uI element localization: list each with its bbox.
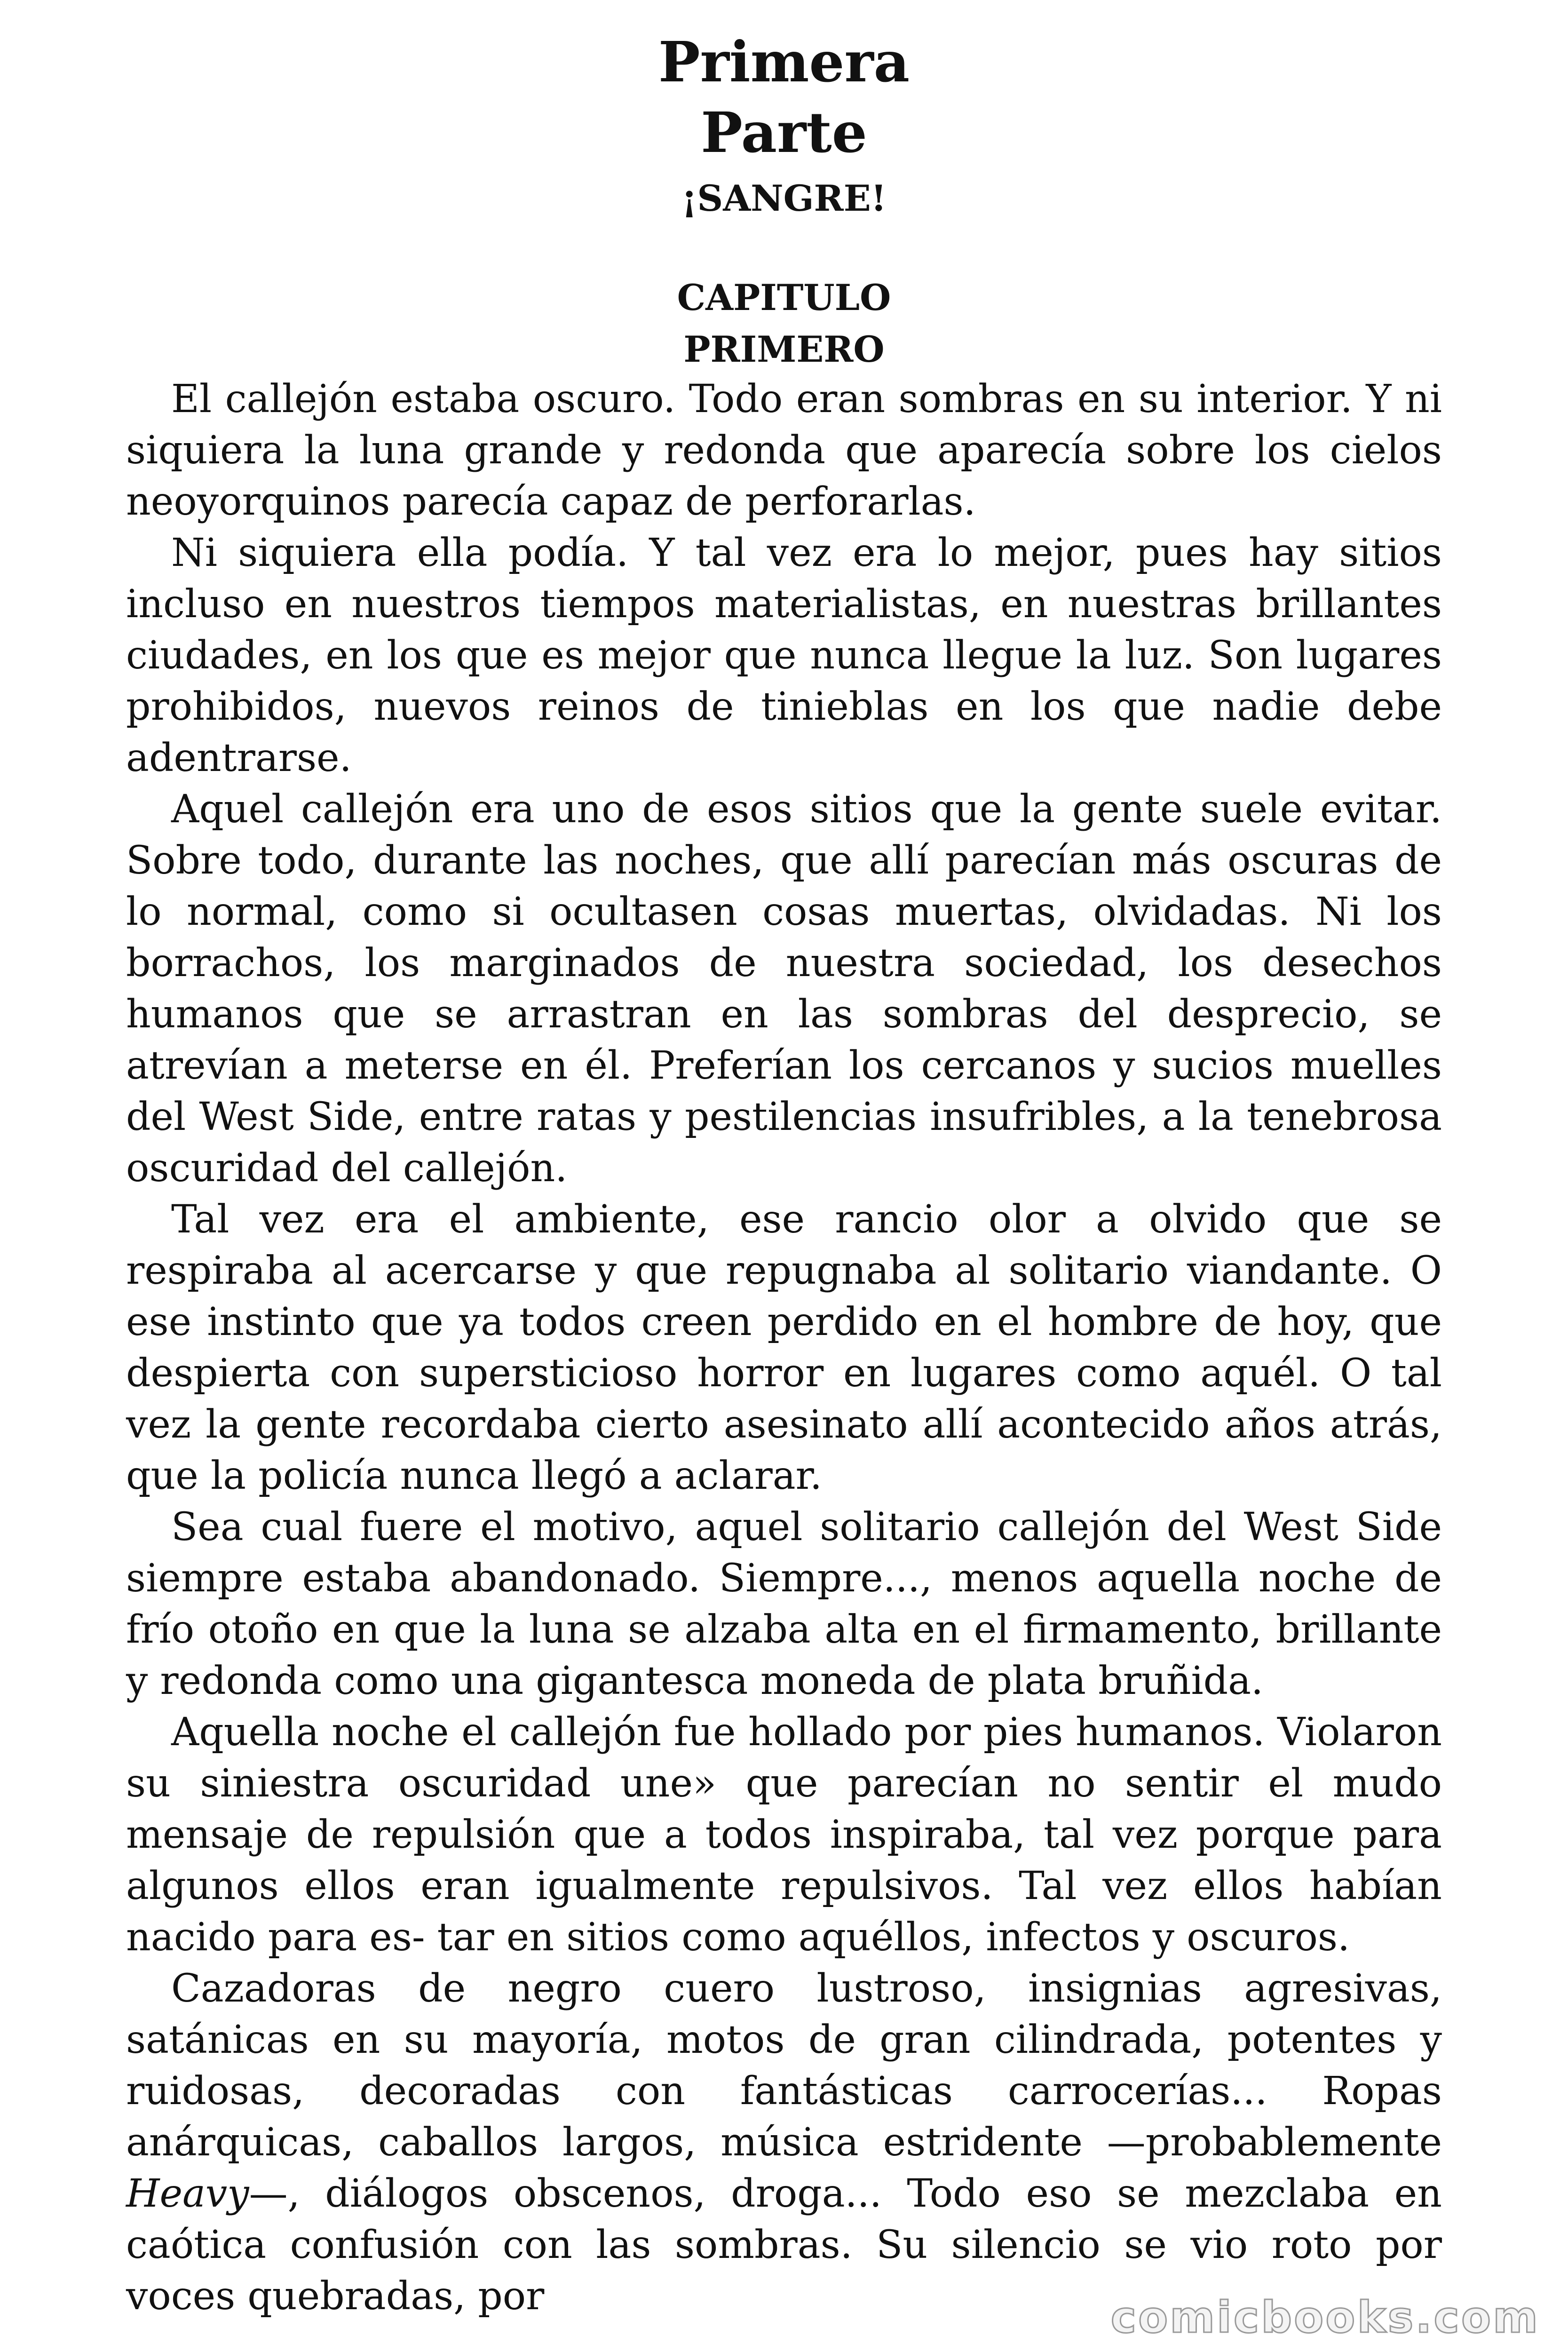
paragraph-3: Aquel callejón era uno de esos sitios que la gente suele evitar. Sobre todo, durante las noches, que allí parecían más oscuras de lo normal, como si ocultasen cosas muertas, olvidadas. Ni los borrachos, los marginados de nuestra sociedad, los desechos humanos que se arrastran en las sombras del desprecio, se atrevían a meterse en él. Preferían los cercanos y sucios muelles del West Side, entre ratas y pestilencias insufribles, a la tenebrosa oscuridad del callejón.: [126, 787, 1442, 1191]
paragraph-7-italic-word: Heavy: [126, 2171, 249, 2216]
paragraph-4: Tal vez era el ambiente, ese rancio olor a olvido que se respiraba al acercarse y que repugnaba al solitario viandante. O ese instinto que ya todos creen perdido en el hombre de hoy, que despierta con supersticioso horror en lugares como aquél. O tal vez la gente recordaba cierto asesinato allí acontecido años atrás, que la policía nunca llegó a aclarar.: [126, 1197, 1442, 1498]
paragraph-5: Sea cual fuere el motivo, aquel solitario callejón del West Side siempre estaba abandonado. Siempre..., menos aquella noche de frío otoño en que la luna se alzaba alta en el firmamento, brillante y redonda como una gigantesca moneda de plata bruñida.: [126, 1505, 1442, 1703]
paragraph-7: [126, 1963, 1442, 2322]
part-subtitle: ¡SANGRE!: [681, 177, 887, 219]
paragraph-6: Aquella noche el callejón fue hollado por pies humanos. Violaron su siniestra oscuridad une» que parecían no sentir el mudo mensaje de repulsión que a todos inspiraba, tal vez porque para algunos ellos eran igualmente repulsivos. Tal vez ellos habían nacido para es- tar en sitios como aquéllos, infectos y oscuros.: [126, 1710, 1442, 1960]
paragraph-7-text-end: —, diálogos obscenos, droga... Todo eso se mezclaba en caótica confusión con las sombras. Su silencio se vio roto por voces quebradas, por: [126, 2171, 1442, 2319]
paragraph-7-text-start: Cazadoras de negro cuero lustroso, insignias agresivas, satánicas en su mayoría, motos de gran cilindrada, potentes y ruidosas, decoradas con fantásticas carrocerías... Ropas anárquicas, caballos largos, música estridente —probablemente: [126, 1966, 1442, 2165]
part-title-line1: Primera: [658, 29, 910, 95]
chapter-title-line2: PRIMERO: [683, 328, 885, 370]
paragraph-1: El callejón estaba oscuro. Todo eran sombras en su interior. Y ni siquiera la luna grande y redonda que aparecía sobre los cielos neoyorquinos parecía capaz de perforarlas.: [126, 377, 1442, 524]
watermark: comicbooks.com: [1110, 2292, 1540, 2343]
chapter-title-line1: CAPITULO: [677, 277, 891, 318]
chapter-body: [126, 373, 1442, 2322]
part-title-line2: Parte: [701, 100, 867, 165]
paragraph-2: Ni siquiera ella podía. Y tal vez era lo mejor, pues hay sitios incluso en nuestros tiempos materialistas, en nuestras brillantes ciudades, en los que es mejor que nunca llegue la luz. Son lugares prohibidos, nuevos reinos de tinieblas en los que nadie debe adentrarse.: [126, 531, 1442, 780]
